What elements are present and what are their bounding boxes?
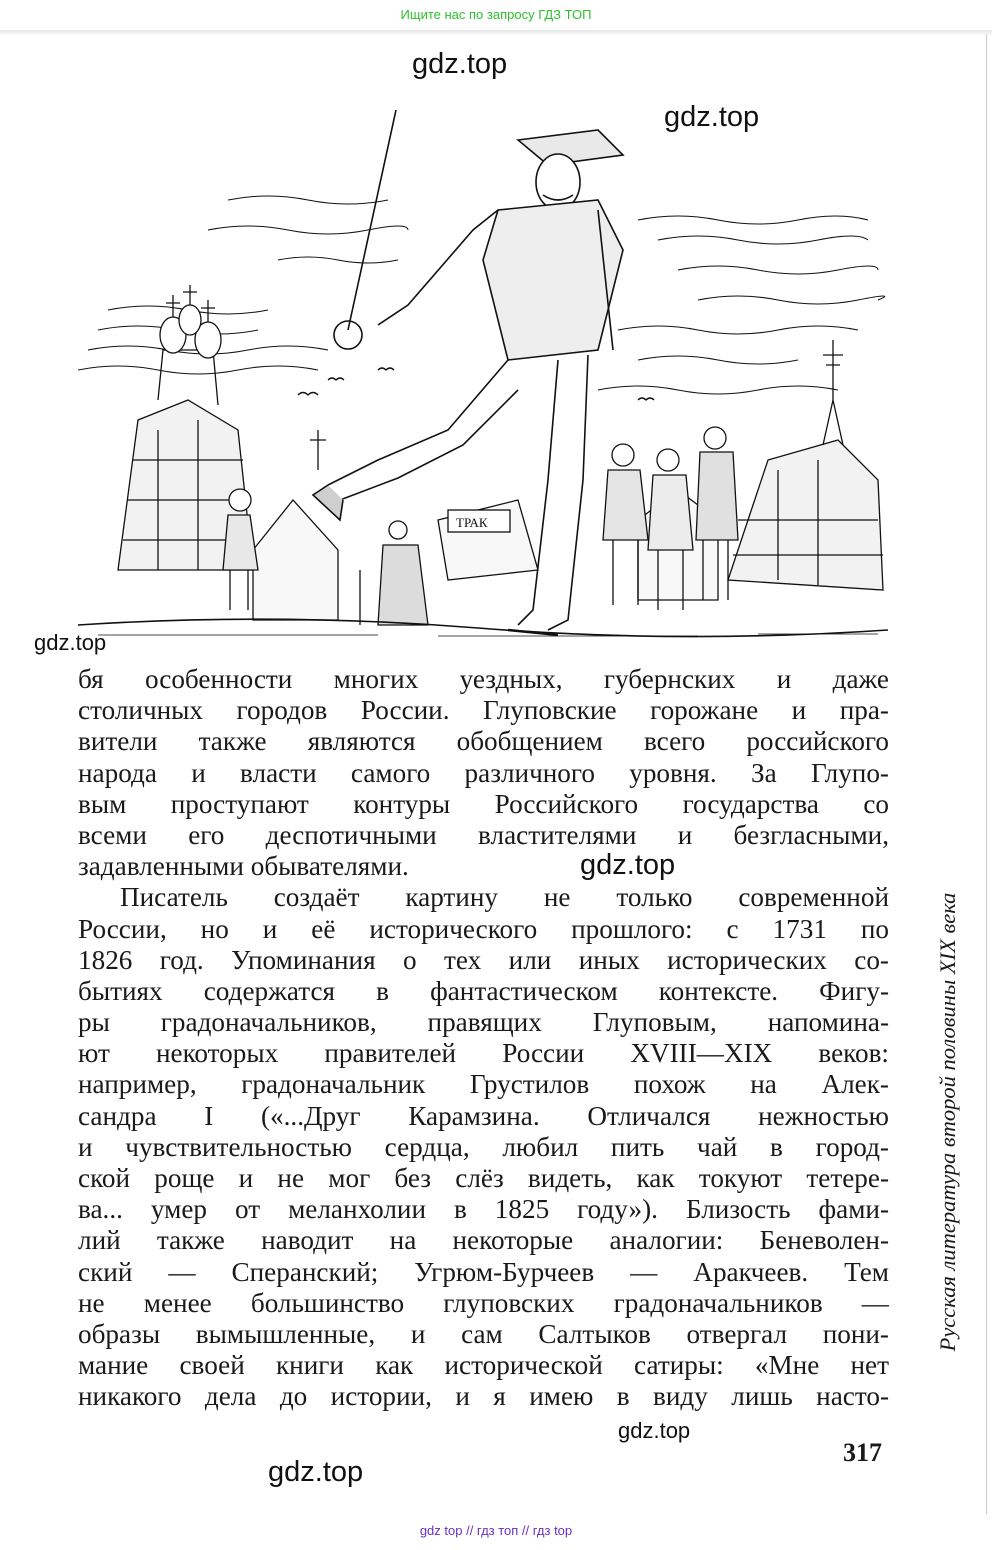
page-illustration [78, 100, 888, 638]
footer-links[interactable]: gdz top // гдз топ // гдз top [419, 1523, 573, 1538]
text-line: не менее большинство глуповских градоначальников — [78, 1287, 889, 1318]
illustration-drawing [78, 100, 888, 638]
watermark: gdz.top [34, 630, 107, 655]
page-edge-rule [986, 34, 987, 1514]
text-line: вители также являются обобщением всего российского [78, 726, 889, 757]
text-line: ский — Сперанский; Угрюм-Бурчеев — Аракчеев. Тем [78, 1256, 889, 1287]
top-banner[interactable]: Ищите нас по запросу ГДЗ ТОП [0, 0, 992, 32]
watermark: gdz.top [618, 1418, 691, 1443]
banner-shadow [0, 30, 992, 36]
text-line: бытиях содержатся в фантастическом контексте. Фигу- [78, 975, 889, 1006]
houses [253, 430, 718, 620]
running-head-text: Русская литература второй половины XIX века [935, 892, 960, 1352]
sky-hatching [78, 196, 885, 394]
watermark: gdz.top [580, 849, 676, 881]
text-line: ва... умер от меланхолии в 1825 году»). Близость фами- [78, 1194, 889, 1225]
text-line: 1826 год. Упоминания о тех или иных исторических со- [78, 944, 889, 975]
text-line: и чувствительностью сердца, любил пить чай в город- [78, 1131, 889, 1162]
text-line: вым проступают контуры Российского государства со [78, 788, 889, 819]
text-line: ской роще и не мог без слёз видеть, как токуют тетере- [78, 1163, 889, 1193]
text-line: никакого дела до истории, и я имею в виду лишь насто- [78, 1381, 889, 1412]
birds [298, 368, 654, 400]
text-line: народа и власти самого различного уровня. За Глупо- [78, 757, 889, 788]
watermark: gdz.top [664, 101, 760, 133]
text-line: задавленными обывателями. [78, 851, 409, 882]
page-number: 317 [843, 1438, 882, 1467]
text-line: ры градоначальников, правящих Глуповым, напомина- [78, 1007, 889, 1038]
text-line: всеми его деспотичными властителями и безгласными, [78, 819, 889, 850]
text-line: например, градоначальник Грустилов похож на Алек- [78, 1069, 889, 1100]
text-line: России, но и её исторического прошлого: с 1731 по [78, 913, 889, 944]
watermark: gdz.top [412, 48, 508, 80]
text-line: ют некоторых правителей России XVIII—XIX веков: [78, 1038, 889, 1069]
text-line: Писатель создаёт картину не только современной [120, 882, 889, 913]
sign-text: ТРАК [456, 515, 488, 530]
text-line: мание своей книги как исторической сатиры: «Мне нет [78, 1350, 889, 1381]
page-body-text [78, 664, 889, 1413]
text-line: лий также наводит на некоторые аналогии: Беневолен- [78, 1225, 889, 1256]
text-line: бя особенности многих уездных, губернских и даже [78, 664, 889, 694]
watermark: gdz.top [268, 1456, 364, 1488]
text-line: образы вымышленные, и сам Салтыков отвергал пони- [78, 1318, 889, 1349]
text-line: столичных городов России. Глуповские горожане и пра- [78, 695, 889, 726]
text-line: сандра I («...Друг Карамзина. Отличался нежностью [78, 1100, 889, 1131]
right-church [728, 340, 883, 590]
